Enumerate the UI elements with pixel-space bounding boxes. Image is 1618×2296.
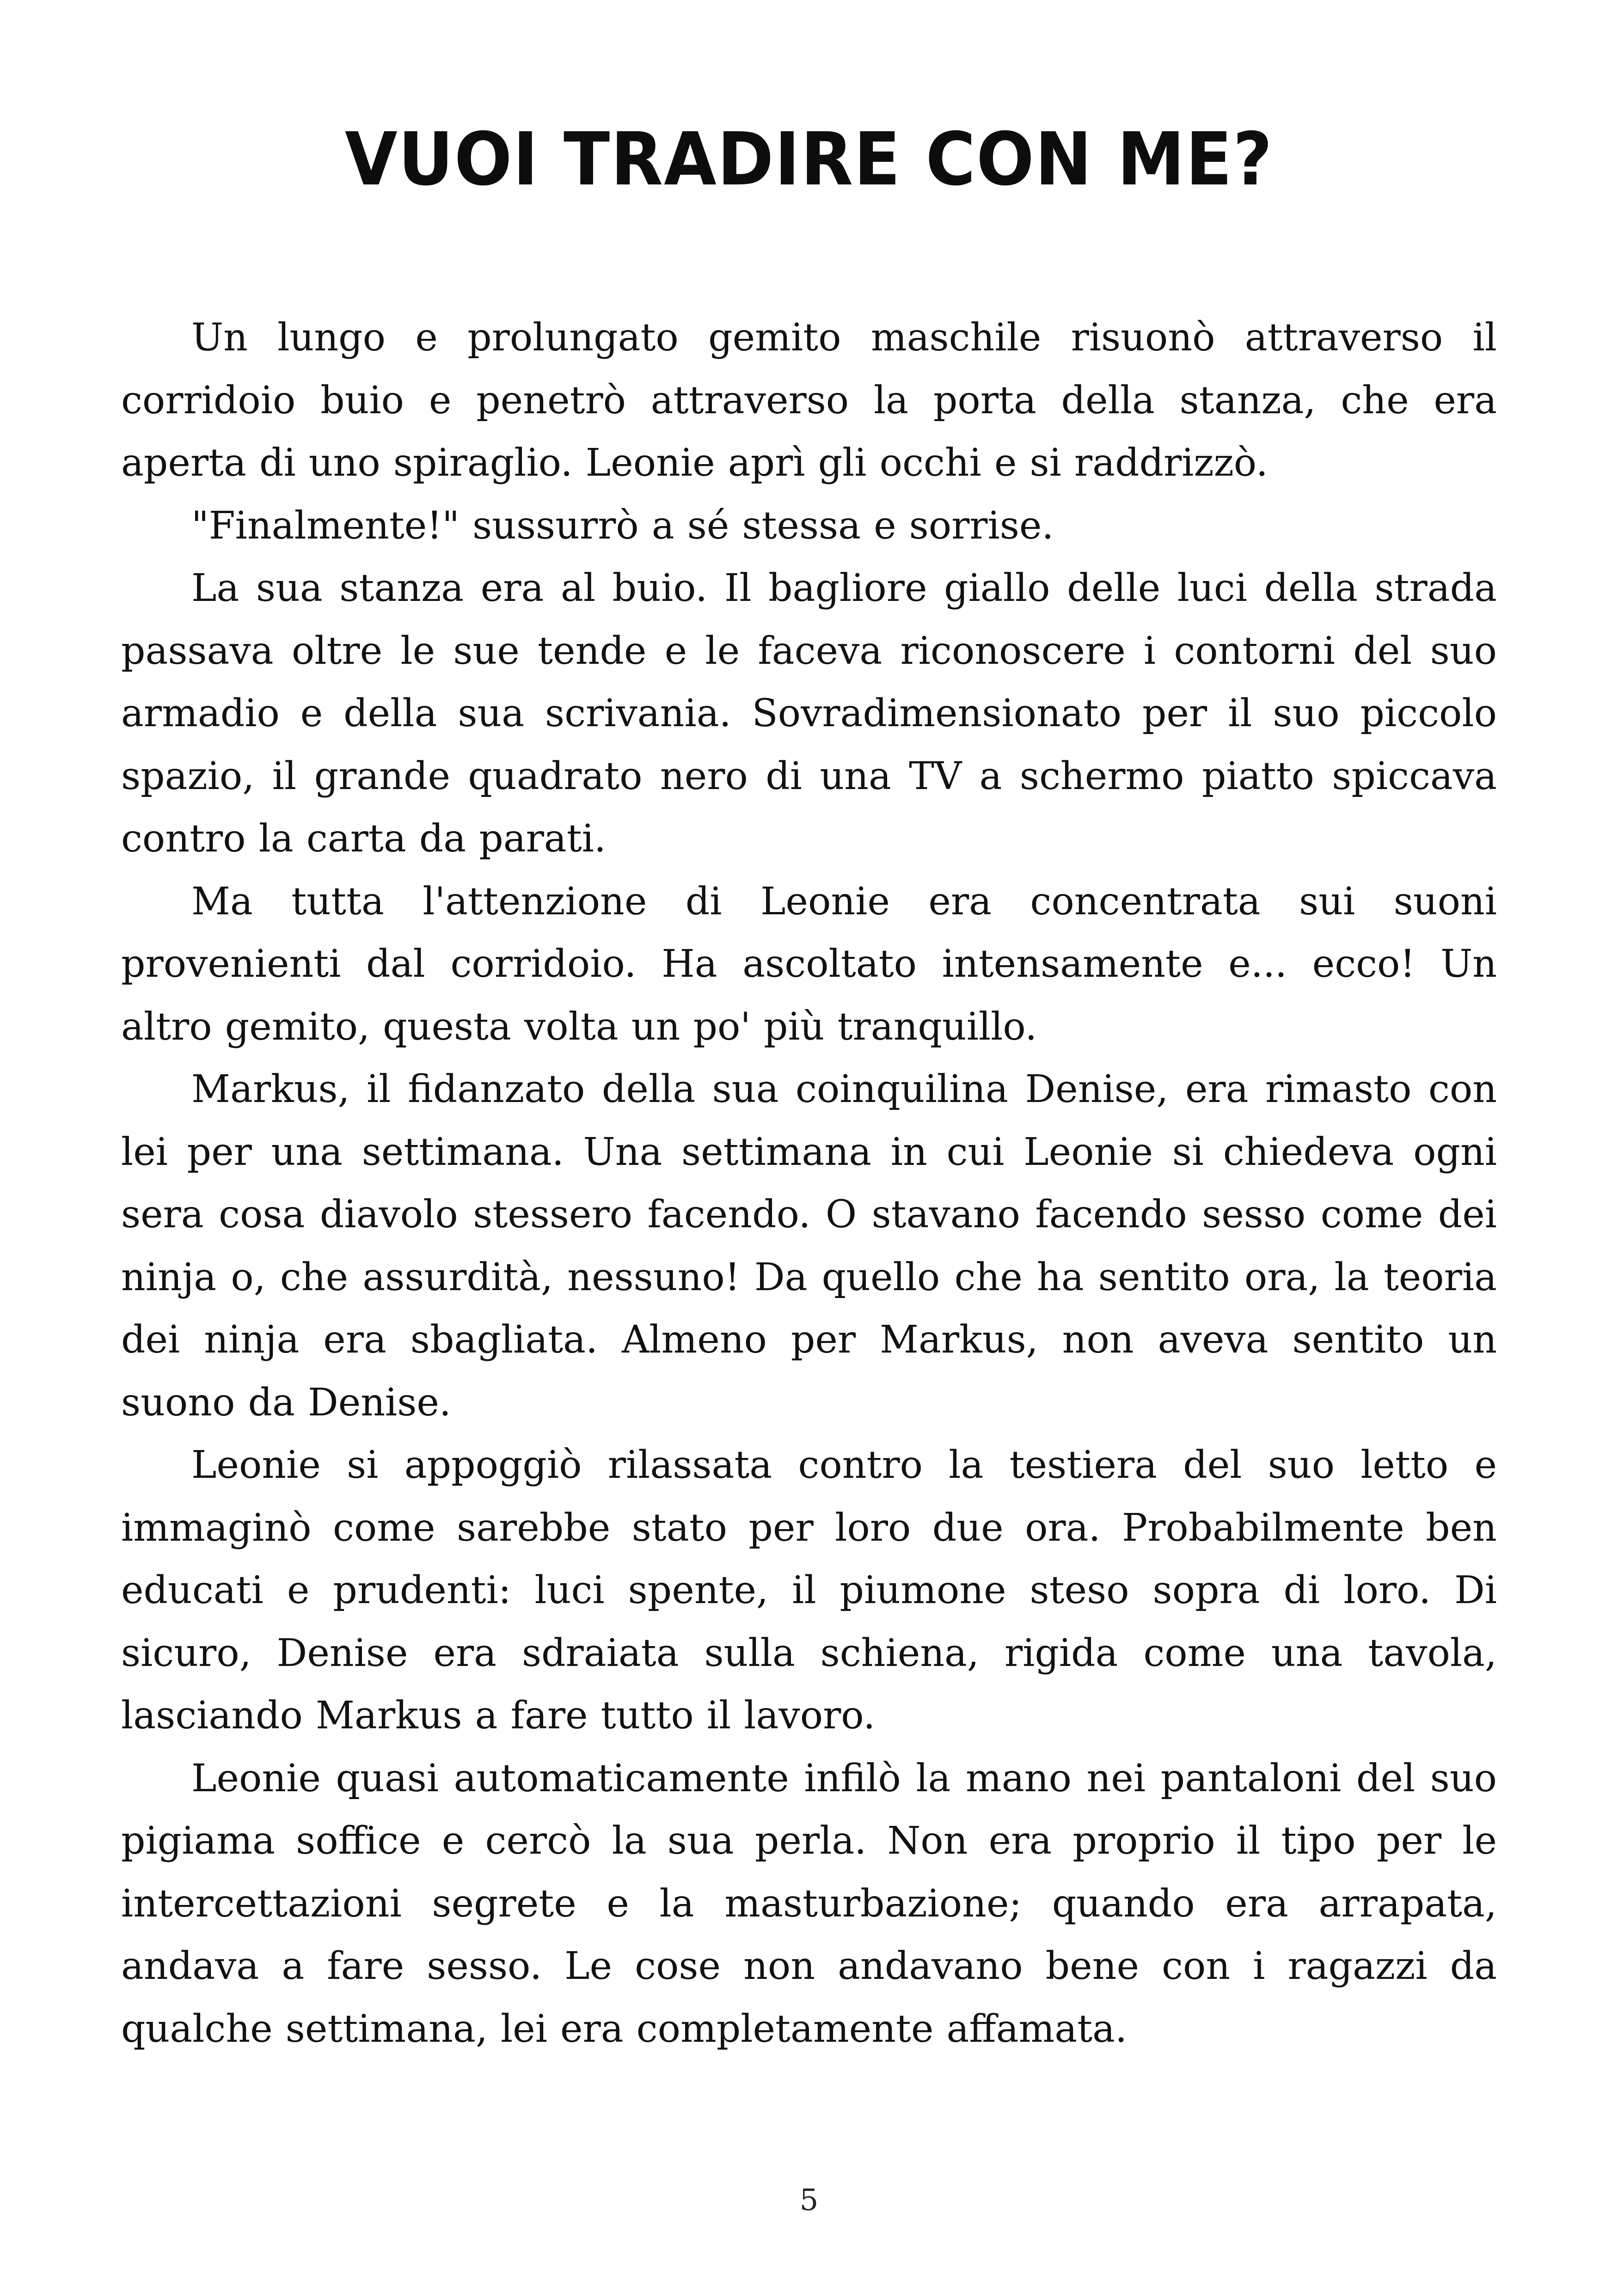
paragraph: Leonie si appoggiò rilassata contro la testiera del suo letto e immaginò come sarebbe stato per loro due ora. Probabilmente ben educati e prudenti: luci spente, il piumone steso sopra di loro. Di sicuro, Denise era sdraiata sulla schiena, rigida come una tavola, lasciando Markus a fare tutto il lavoro. — [121, 1443, 1497, 1738]
paragraph: Ma tutta l'attenzione di Leonie era concentrata sui suoni provenienti dal corridoio. Ha ascoltato intensamente e... ecco! Un altro gemito, questa volta un po' più tranquillo. — [121, 879, 1497, 1049]
paragraph: Markus, il fidanzato della sua coinquilina Denise, era rimasto con lei per una settimana. Una settimana in cui Leonie si chiedeva ogni sera cosa diavolo stessero facendo. O stavano facendo sesso come dei ninja o, che assurdità, nessuno! Da quello che ha sentito ora, la teoria dei ninja era sbagliata. Almeno per Markus, non aveva sentito un suono da Denise. — [121, 1067, 1497, 1425]
chapter-title: VUOI TRADIRE CON ME? — [344, 117, 1274, 202]
paragraph: Un lungo e prolungato gemito maschile risuonò attraverso il corridoio buio e penetrò attraverso la porta della stanza, che era aperta di uno spiraglio. Leonie aprì gli occhi e si raddrizzò. — [121, 316, 1497, 485]
page-number: 5 — [799, 2183, 819, 2217]
paragraph: Leonie quasi automaticamente infilò la mano nei pantaloni del suo pigiama soffice e cercò la sua perla. Non era proprio il tipo per le intercettazioni segrete e la masturbazione; quando era arrapata, andava a fare sesso. Le cose non andavano bene con i ragazzi da qualche settimana, lei era completamente affamata. — [121, 1756, 1497, 2051]
body-text — [121, 306, 1497, 2060]
paragraph: "Finalmente!" sussurrò a sé stessa e sorrise. — [191, 503, 1054, 548]
paragraph: La sua stanza era al buio. Il bagliore giallo delle luci della strada passava oltre le sue tende e le faceva riconoscere i contorni del suo armadio e della sua scrivania. Sovradimensionato per il suo piccolo spazio, il grande quadrato nero di una TV a schermo piatto spiccava contro la carta da parati. — [121, 566, 1497, 861]
